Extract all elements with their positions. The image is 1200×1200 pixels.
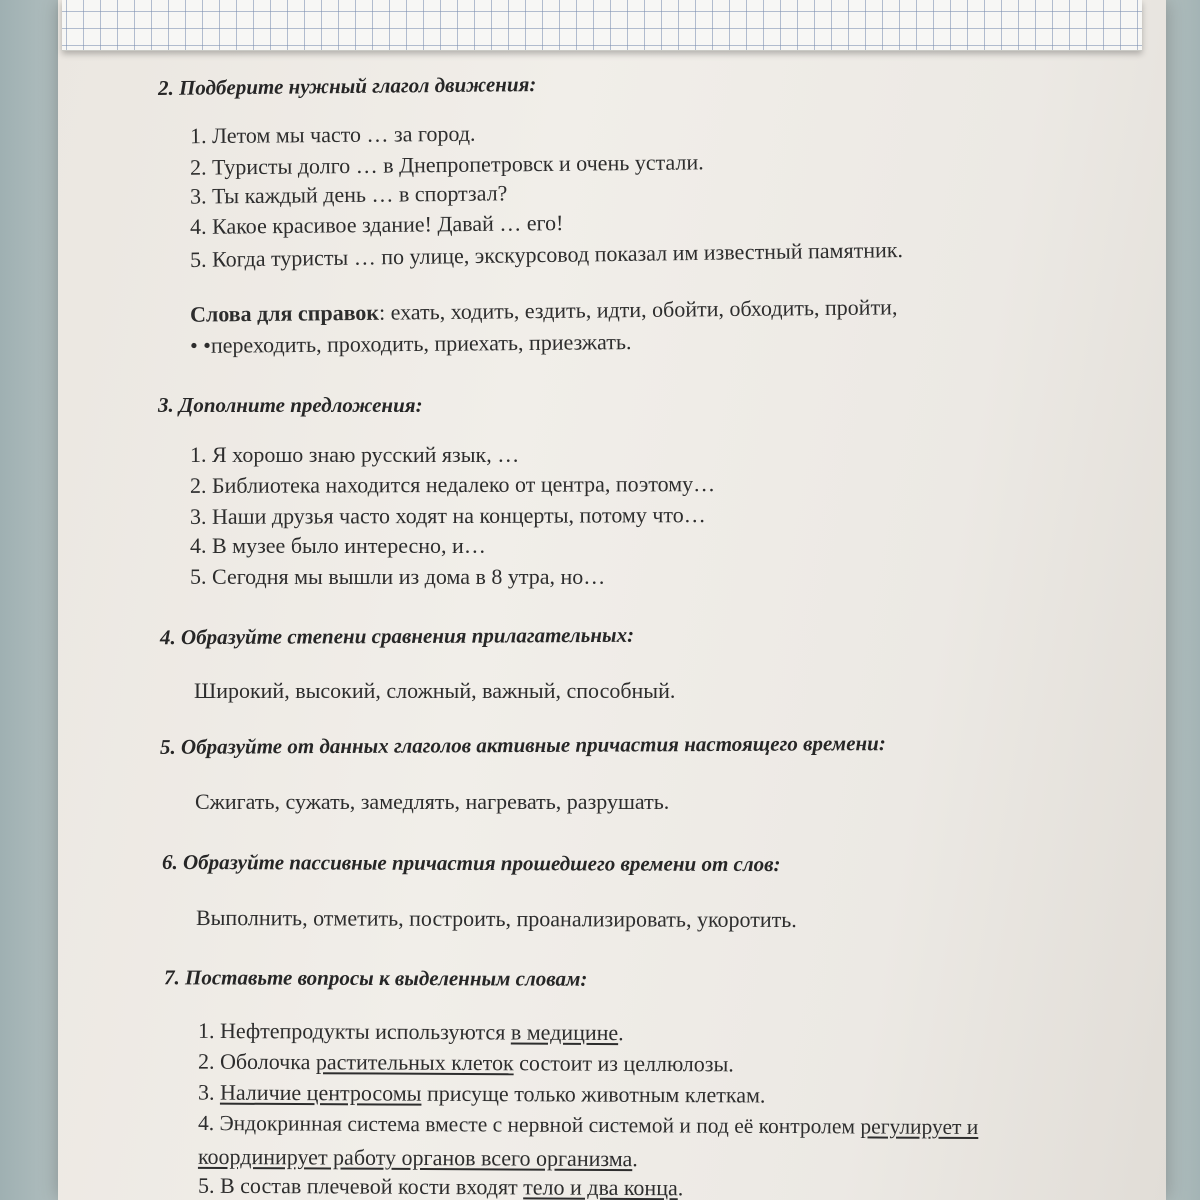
task3-item-5: 5. Сегодня мы вышли из дома в 8 утра, но…	[190, 564, 606, 589]
task6-words: Выполнить, отметить, построить, проанализировать, укоротить.	[195, 904, 797, 933]
task7-item-1	[198, 1018, 624, 1046]
task7-item-5-end: .	[677, 1175, 684, 1200]
task4-heading: 4. Образуйте степени сравнения прилагательных:	[159, 622, 635, 650]
task2-reference-line-1	[190, 294, 898, 327]
task7-item-4-end: .	[632, 1146, 638, 1172]
task7-item-2	[198, 1049, 734, 1078]
task3-item-4: 4. В музее было интересно, и…	[190, 533, 486, 558]
task3-item-3: 3. Наши друзья часто ходят на концерты, потому что…	[189, 502, 706, 529]
task7-item-4-highlight-2: координирует работу органов всего организма	[197, 1143, 633, 1172]
task7-item-5-highlight: тело и два конца	[523, 1174, 678, 1200]
reference-words-1: : ехать, ходить, ездить, идти, обойти, обходить, пройти,	[378, 294, 898, 325]
task6-heading: 6. Образуйте пассивные причастия прошедшего времени от слов:	[161, 849, 781, 877]
task7-item-1-text: 1. Нефтепродукты используются	[197, 1017, 511, 1045]
task7-item-3	[198, 1080, 766, 1109]
task7-item-1-end: .	[618, 1020, 624, 1046]
task2-item-1: 1. Летом мы часто … за город.	[189, 120, 476, 149]
task2-item-5: 5. Когда туристы … по улице, экскурсовод показал им известный памятник.	[189, 237, 904, 272]
task7-item-4-text: 4. Эндокринная система вместе с нервной системой и под её контролем	[197, 1110, 861, 1139]
task3-item-1: 1. Я хорошо знаю русский язык, …	[190, 442, 520, 467]
task5-heading: 5. Образуйте от данных глаголов активные причастия настоящего времени:	[159, 731, 886, 759]
task2-heading: 2. Подберите нужный глагол движения:	[157, 72, 537, 100]
task2-item-4: 4. Какое красивое здание! Давай … его!	[189, 210, 564, 239]
task7-item-4-line-2	[198, 1144, 638, 1172]
task7-item-1-highlight: в медицине	[510, 1019, 619, 1046]
task7-item-3-text: 3.	[197, 1079, 221, 1105]
task7-item-2-end: состоит из целлюлозы.	[513, 1050, 734, 1077]
task3-heading: 3. Дополните предложения:	[158, 393, 423, 417]
task7-heading: 7. Поставьте вопросы к выделенным словам:	[163, 965, 588, 991]
reference-label: Слова для справок	[189, 299, 380, 327]
task7-item-2-highlight: растительных клеток	[315, 1049, 514, 1076]
task7-item-5	[198, 1173, 683, 1200]
task2-item-2: 2. Туристы долго … в Днепропетровск и очень устали.	[189, 149, 704, 180]
task4-words: Широкий, высокий, сложный, важный, способный.	[194, 678, 676, 703]
task2-reference-line-2: • •переходить, проходить, приехать, приезжать.	[189, 329, 632, 358]
task7-item-3-end: присуще только животным клеткам.	[421, 1080, 766, 1108]
task5-words: Сжигать, сужать, замедлять, нагревать, разрушать.	[195, 789, 670, 814]
task7-item-3-highlight: Наличие центросомы	[219, 1079, 422, 1106]
task7-item-4-line-1	[198, 1111, 978, 1140]
task3-item-2: 2. Библиотека находится недалеко от центра, поэтому…	[189, 471, 716, 498]
task7-item-5-text: 5. В состав плечевой кости входят	[197, 1172, 524, 1200]
task7-item-4-highlight-1: регулирует и	[860, 1114, 979, 1140]
task7-item-2-text: 2. Оболочка	[197, 1048, 316, 1075]
task2-item-3: 3. Ты каждый день … в спортзал?	[189, 180, 508, 209]
